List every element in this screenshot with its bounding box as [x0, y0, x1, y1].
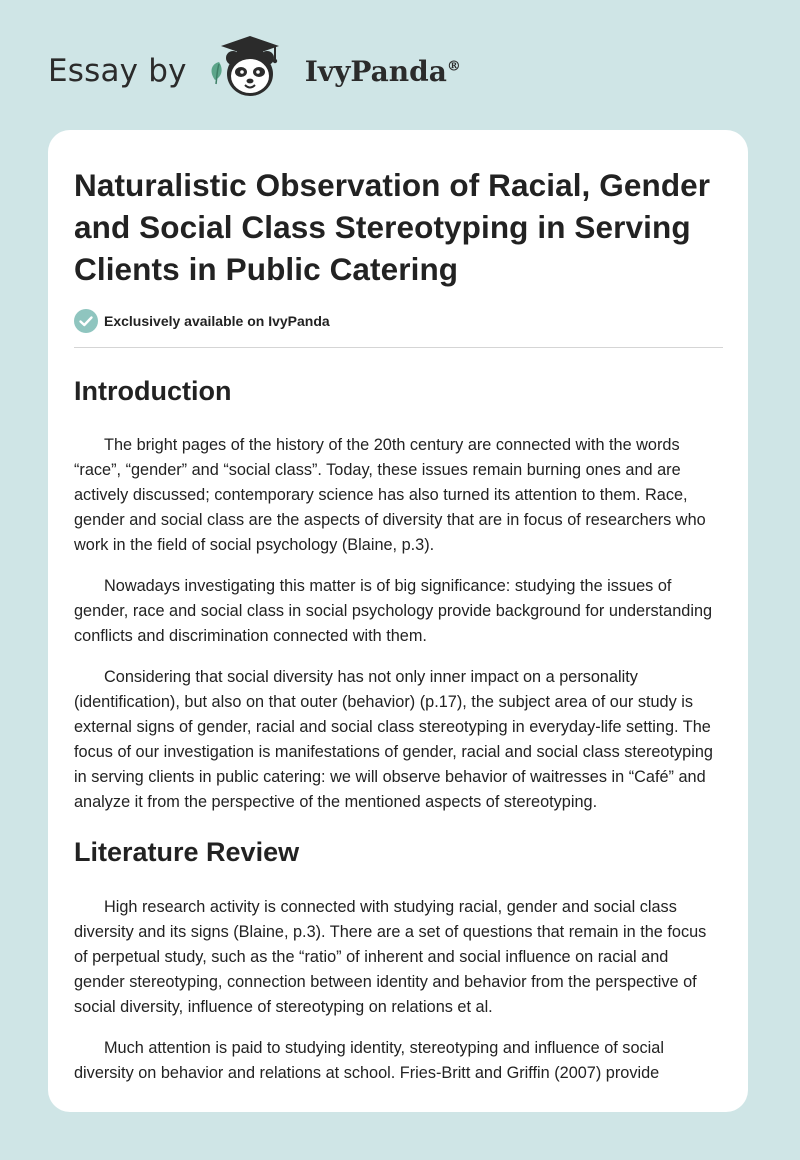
site-header	[48, 36, 461, 106]
section-heading-literature-review: Literature Review	[74, 837, 300, 867]
paragraph: Nowadays investigating this matter is of big significance: studying the issues of gender, race and social class in social psychology provide background for understanding conflicts and discrimination connected with them.	[74, 577, 713, 645]
essay-title: Naturalistic Observation of Racial, Gender and Social Class Stereotyping in Serving Clients in Public Catering	[74, 167, 711, 287]
title-divider	[74, 347, 723, 348]
section-heading-introduction: Introduction	[74, 376, 232, 406]
paragraph: High research activity is connected with studying racial, gender and social class diversity and its signs (Blaine, p.3). There are a set of questions that remain in the focus of perpetual study, such as the “ratio” of inherent and social influence on racial and gender stereotyping, connection between identity and behavior from the perspective of social diversity, influence of stereotyping on relations et al.	[74, 898, 707, 1016]
panda-logo-icon[interactable]	[201, 28, 299, 106]
exclusive-badge	[74, 309, 722, 333]
essay-card	[48, 130, 748, 1112]
essay-by-label: Essay by	[48, 53, 187, 89]
check-circle-icon	[74, 309, 98, 333]
paragraph: Much attention is paid to studying identity, stereotyping and influence of social diversity on behavior and relations at school. Fries-Britt and Griffin (2007) provide	[74, 1039, 664, 1082]
exclusive-label: Exclusively available on IvyPanda	[104, 313, 330, 329]
paragraph: The bright pages of the history of the 20th century are connected with the words “race”, “gender” and “social class”. Today, these issues remain burning ones and are actively discussed; contemporary science has also turned its attention to them. Race, gender and social class are the aspects of diversity that are in focus of researchers who work in the field of social psychology (Blaine, p.3).	[74, 436, 706, 554]
paragraph: Considering that social diversity has not only inner impact on a personality (identification), but also on that outer (behavior) (p.17), the subject area of our study is external signs of gender, racial and social class stereotyping in everyday-life setting. The focus of our investigation is manifestations of gender, racial and social class stereotyping in serving clients in public catering: we will observe behavior of waitresses in “Café” and analyze it from the perspective of the mentioned aspects of stereotyping.	[74, 668, 713, 811]
brand-name[interactable]: IvyPanda®	[304, 54, 461, 88]
